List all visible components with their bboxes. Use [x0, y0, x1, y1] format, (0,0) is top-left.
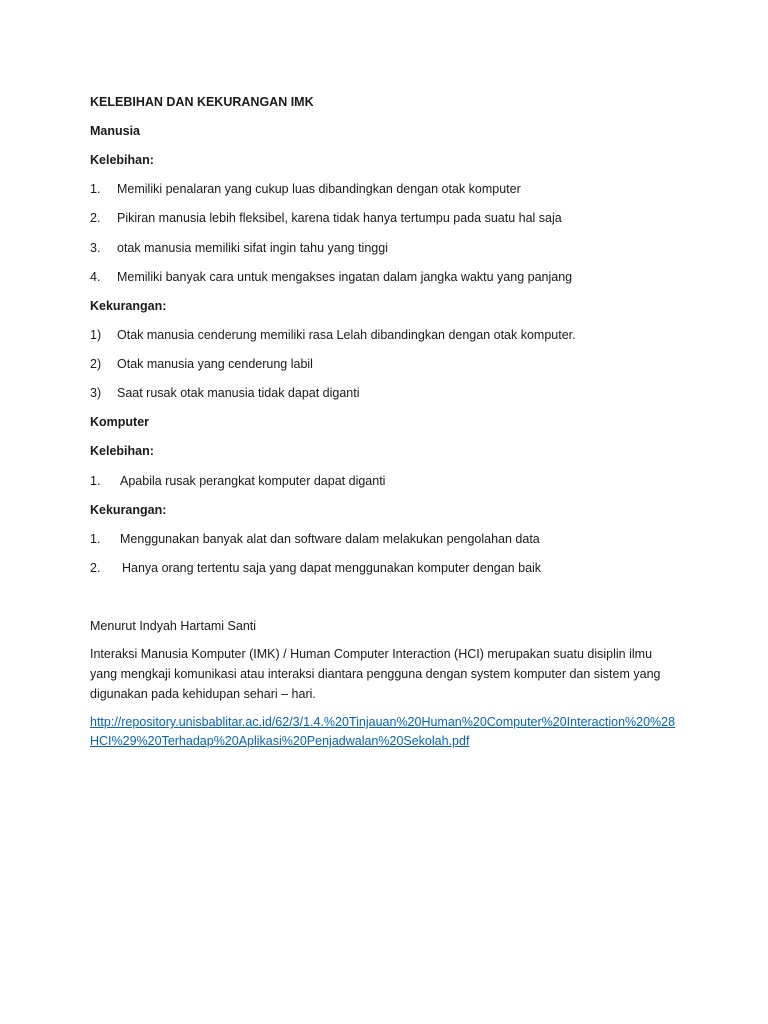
list-number: 2.	[90, 211, 101, 225]
subheading-komputer-kekurangan: Kekurangan:	[90, 503, 167, 517]
section-heading-komputer: Komputer	[90, 415, 150, 429]
list-number: 3)	[90, 386, 102, 400]
list-text: Saat rusak otak manusia tidak dapat diganti	[117, 386, 360, 400]
list-text: Hanya orang tertentu saja yang dapat menggunakan komputer dengan baik	[122, 561, 542, 575]
list-text: Otak manusia yang cenderung labil	[117, 357, 313, 371]
list-text: Pikiran manusia lebih fleksibel, karena tidak hanya tertumpu pada suatu hal saja	[117, 211, 562, 225]
list-number: 2.	[90, 561, 101, 575]
list-text: Apabila rusak perangkat komputer dapat diganti	[120, 474, 386, 488]
subheading-manusia-kelebihan: Kelebihan:	[90, 153, 154, 167]
list-text: otak manusia memiliki sifat ingin tahu yang tinggi	[117, 241, 388, 255]
list-number: 4.	[90, 270, 101, 284]
list-text: Memiliki banyak cara untuk mengakses ingatan dalam jangka waktu yang panjang	[117, 270, 573, 284]
list-number: 3.	[90, 241, 101, 255]
definition-paragraph: Interaksi Manusia Komputer (IMK) / Human Computer Interaction (HCI) merupakan suatu disiplin ilmu yang mengkaji komunikasi atau interaksi diantara pengguna dengan system komputer dan sistem yang digunakan pada kehidupan sehari – hari.	[90, 647, 661, 701]
list-number: 1.	[90, 182, 101, 196]
subheading-manusia-kekurangan: Kekurangan:	[90, 299, 167, 313]
list-text: Menggunakan banyak alat dan software dalam melakukan pengolahan data	[120, 532, 540, 546]
author-line: Menurut Indyah Hartami Santi	[90, 619, 257, 633]
subheading-komputer-kelebihan: Kelebihan:	[90, 444, 154, 458]
reference-link[interactable]: http://repository.unisbablitar.ac.id/62/3/1.4.%20Tinjauan%20Human%20Computer%20Interaction%20%28HCI%29%20Terhadap%20Aplikasi%20Penjadwalan%20Sekolah.pdf	[90, 715, 676, 748]
section-heading-manusia: Manusia	[90, 124, 141, 138]
list-number: 1.	[90, 532, 101, 546]
list-text: Otak manusia cenderung memiliki rasa Lelah dibandingkan dengan otak komputer.	[117, 328, 576, 342]
list-text: Memiliki penalaran yang cukup luas dibandingkan dengan otak komputer	[117, 182, 521, 196]
list-number: 1.	[90, 474, 101, 488]
document-title: KELEBIHAN DAN KEKURANGAN IMK	[90, 95, 314, 109]
list-number: 2)	[90, 357, 102, 371]
list-number: 1)	[90, 328, 102, 342]
